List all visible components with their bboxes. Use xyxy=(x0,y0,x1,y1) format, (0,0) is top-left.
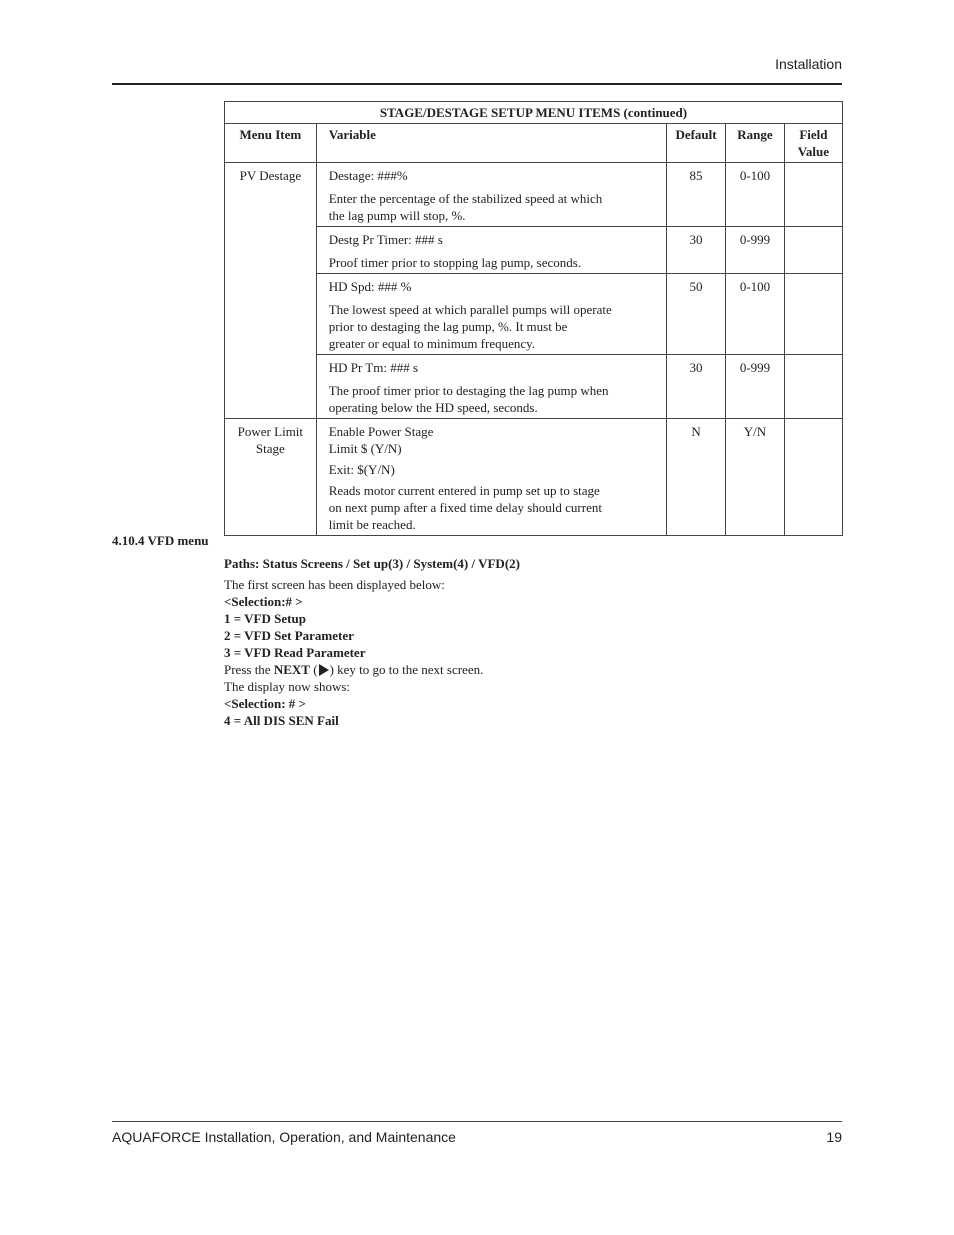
screen-line: <Selection: # > xyxy=(224,696,306,711)
page-number: 19 xyxy=(826,1129,842,1145)
variable-desc-line: prior to destaging the lag pump, %. It must be xyxy=(328,319,568,334)
vfd-menu-body xyxy=(224,555,724,729)
screen-line: <Selection:# > xyxy=(224,594,303,609)
col-field-value: Field Value xyxy=(784,124,842,163)
variable-desc-line: the lag pump will stop, %. xyxy=(328,208,466,223)
default-cell: 30 xyxy=(666,355,725,419)
range-cell: 0-999 xyxy=(726,355,785,419)
variable-desc-line: limit be reached. xyxy=(328,517,416,532)
menu-item-cell: PV Destage xyxy=(225,163,317,419)
variable-desc-line: on next pump after a fixed time delay should current xyxy=(328,500,602,515)
variable-cell xyxy=(316,419,666,536)
table-row xyxy=(225,355,843,419)
paths-line: Paths: Status Screens / Set up(3) / System(4) / VFD(2) xyxy=(224,556,520,571)
range-cell: 0-100 xyxy=(726,163,785,227)
range-cell: Y/N xyxy=(726,419,785,536)
screen-line: 2 = VFD Set Parameter xyxy=(224,628,354,643)
variable-title: Destg Pr Timer: ### s xyxy=(328,232,443,247)
field-value-cell xyxy=(784,355,842,419)
press-next-line: Press the NEXT ( ) key to go to the next screen. xyxy=(224,662,484,677)
default-cell: 85 xyxy=(666,163,725,227)
variable-title: HD Spd: ### % xyxy=(328,279,412,294)
menu-item-line: Stage xyxy=(255,441,285,456)
variable-desc-line: Proof timer prior to stopping lag pump, seconds. xyxy=(328,255,582,270)
variable-cell xyxy=(316,355,666,419)
menu-item-cell xyxy=(225,419,317,536)
table-row xyxy=(225,227,843,274)
col-default: Default xyxy=(666,124,725,163)
variable-desc-line: greater or equal to minimum frequency. xyxy=(328,336,536,351)
default-cell: 50 xyxy=(666,274,725,355)
field-value-cell xyxy=(784,227,842,274)
default-cell: N xyxy=(666,419,725,536)
variable-title: Limit $ (Y/N) xyxy=(328,441,402,456)
body-text: The first screen has been displayed below: xyxy=(224,577,445,592)
variable-cell xyxy=(316,227,666,274)
default-cell: 30 xyxy=(666,227,725,274)
section-heading: 4.10.4 VFD menu xyxy=(112,533,209,548)
variable-cell xyxy=(316,163,666,227)
body-text: The display now shows: xyxy=(224,679,351,694)
next-arrow-icon xyxy=(319,664,329,676)
screen-line: 3 = VFD Read Parameter xyxy=(224,645,366,660)
variable-title: Enable Power Stage xyxy=(328,424,434,439)
menu-item-line: Power Limit xyxy=(237,424,304,439)
variable-cell xyxy=(316,274,666,355)
variable-desc-line: The lowest speed at which parallel pumps will operate xyxy=(328,302,612,317)
header-rule xyxy=(112,83,842,85)
table-row xyxy=(225,274,843,355)
range-cell: 0-999 xyxy=(726,227,785,274)
field-value-cell xyxy=(784,274,842,355)
footer-rule xyxy=(112,1121,842,1122)
col-menu-item: Menu Item xyxy=(225,124,317,163)
col-range: Range xyxy=(726,124,785,163)
variable-title: HD Pr Tm: ### s xyxy=(328,360,419,375)
stage-destage-table xyxy=(224,101,843,536)
variable-desc-line: Enter the percentage of the stabilized speed at which xyxy=(328,191,603,206)
running-header: Installation xyxy=(775,56,842,72)
screen-line: 1 = VFD Setup xyxy=(224,611,306,626)
table-caption: STAGE/DESTAGE SETUP MENU ITEMS (continued) xyxy=(225,102,843,124)
variable-exit: Exit: $(Y/N) xyxy=(328,462,395,477)
footer-title: AQUAFORCE Installation, Operation, and Maintenance xyxy=(112,1129,456,1145)
variable-title: Destage: ###% xyxy=(328,168,408,183)
screen-line: 4 = All DIS SEN Fail xyxy=(224,713,339,728)
table-row xyxy=(225,163,843,227)
variable-desc-line: The proof timer prior to destaging the lag pump when xyxy=(328,383,609,398)
field-value-cell xyxy=(784,163,842,227)
field-value-cell xyxy=(784,419,842,536)
table-row xyxy=(225,419,843,536)
col-variable: Variable xyxy=(316,124,666,163)
range-cell: 0-100 xyxy=(726,274,785,355)
variable-desc-line: operating below the HD speed, seconds. xyxy=(328,400,538,415)
variable-desc-line: Reads motor current entered in pump set up to stage xyxy=(328,483,600,498)
